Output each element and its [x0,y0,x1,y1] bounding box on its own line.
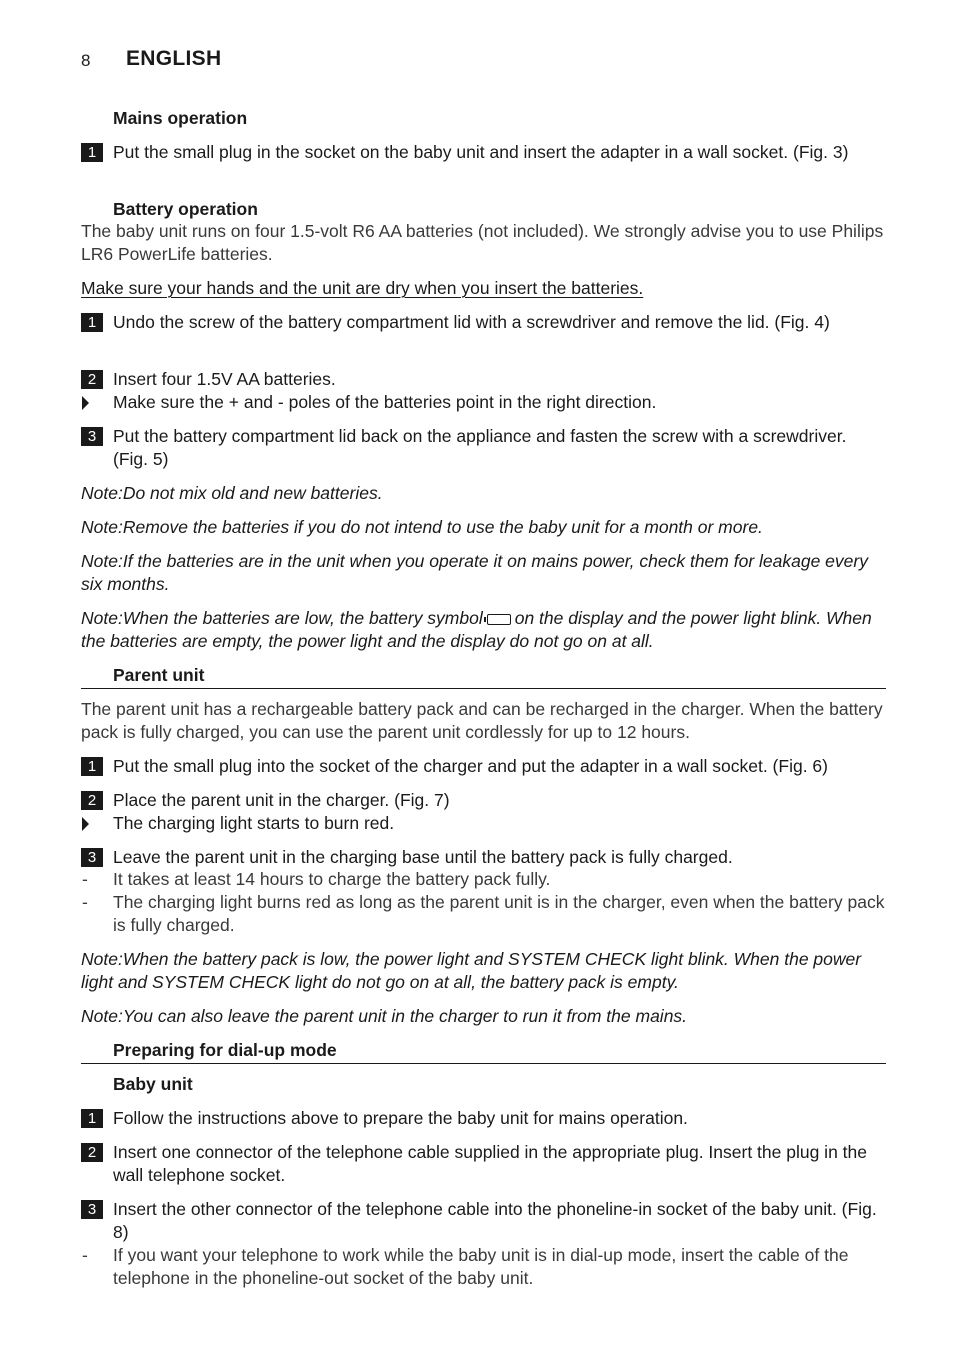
step-text: Insert four 1.5V AA batteries. [113,369,336,389]
step-number: 2 [81,791,103,810]
parent-step-3-dash-2 [81,891,886,937]
dialup-step-3-dash-1 [81,1244,886,1290]
battery-step-2 [81,368,886,391]
step-number: 1 [81,1109,103,1128]
battery-note-4 [81,607,886,653]
dash-bullet: - [82,1245,88,1265]
dash-text: The charging light burns red as long as the parent unit is in the charger, even when the battery pack is fully charged. [113,892,885,935]
step-number: 3 [81,1200,103,1219]
dialup-heading: Preparing for dial-up mode [81,1039,886,1064]
parent-note-2: Note:You can also leave the parent unit in the charger to run it from the mains. [81,1006,688,1026]
parent-step-2-result [81,812,886,835]
step-text: Undo the screw of the battery compartment lid with a screwdriver and remove the lid. (Fig. 4) [113,312,830,332]
mains-step-1 [81,141,886,164]
parent-step-1 [81,755,886,778]
step-number: 1 [81,143,103,162]
battery-note-2: Note:Remove the batteries if you do not intend to use the baby unit for a month or more. [81,517,763,537]
result-text: Make sure the + and - poles of the batteries point in the right direction. [113,392,657,412]
step-number: 3 [81,427,103,446]
note-text-start: Note:When the batteries are low, the battery symbol [81,608,483,628]
dialup-step-2 [81,1141,886,1187]
dash-text: If you want your telephone to work while the baby unit is in dial-up mode, insert the cable of the telephone in the phoneline-out socket of the baby unit. [113,1245,849,1288]
arrow-right-icon [81,391,113,414]
dialup-step-1 [81,1107,886,1130]
step-text: Leave the parent unit in the charging base until the battery pack is fully charged. [113,847,733,867]
arrow-right-icon [81,812,113,835]
mains-heading: Mains operation [113,108,248,128]
parent-intro: The parent unit has a rechargeable battery pack and can be recharged in the charger. When the battery pack is fully charged, you can use the parent unit cordlessly for up to 12 hours. [81,699,883,742]
step-text: Put the small plug into the socket of the charger and put the adapter in a wall socket. (Fig. 6) [113,756,828,776]
battery-warning [81,277,886,300]
step-number: 2 [81,370,103,389]
step-text: Put the small plug in the socket on the baby unit and insert the adapter in a wall socket. (Fig. 3) [113,142,849,162]
battery-intro: The baby unit runs on four 1.5-volt R6 AA batteries (not included). We strongly advise you to use Philips LR6 PowerLife batteries. [81,221,884,264]
parent-note-1: Note:When the battery pack is low, the power light and SYSTEM CHECK light blink. When the power light and SYSTEM CHECK light do not go on at all, the battery pack is empty. [81,949,862,992]
battery-icon [487,614,511,625]
step-number: 3 [81,848,103,867]
battery-step-3 [81,425,886,471]
parent-step-3 [81,846,886,869]
page-number: 8 [81,51,91,70]
step-text: Insert the other connector of the telephone cable into the phoneline-in socket of the baby unit. (Fig. 8) [113,1199,877,1242]
battery-note-1: Note:Do not mix old and new batteries. [81,483,383,503]
language-title: ENGLISH [126,47,222,70]
page-header [81,47,886,75]
note-text-end: on the display and the power light blink. When the batteries are empty, the power light and the display do not go on at all. [81,608,872,651]
result-text: The charging light starts to burn red. [113,813,395,833]
parent-heading: Parent unit [81,664,886,689]
battery-step-1 [81,311,886,334]
dash-text: It takes at least 14 hours to charge the battery pack fully. [113,869,551,889]
warning-text: Make sure your hands and the unit are dry when you insert the batteries. [81,278,644,298]
dialup-subheading: Baby unit [113,1074,193,1094]
step-text: Put the battery compartment lid back on the appliance and fasten the screw with a screwdriver. (Fig. 5) [113,426,847,469]
battery-note-3: Note:If the batteries are in the unit when you operate it on mains power, check them for leakage every six months. [81,551,868,594]
step-text: Follow the instructions above to prepare the baby unit for mains operation. [113,1108,688,1128]
step-text: Place the parent unit in the charger. (Fig. 7) [113,790,450,810]
step-number: 2 [81,1143,103,1162]
dialup-step-3 [81,1198,886,1244]
step-number: 1 [81,757,103,776]
step-text: Insert one connector of the telephone cable supplied in the appropriate plug. Insert the plug in the wall telephone socket. [113,1142,867,1185]
dash-bullet: - [82,892,88,912]
parent-step-3-dash-1 [81,868,886,891]
dash-bullet: - [82,869,88,889]
step-number: 1 [81,313,103,332]
battery-step-2-result [81,391,886,414]
parent-step-2 [81,789,886,812]
battery-heading: Battery operation [113,199,258,219]
